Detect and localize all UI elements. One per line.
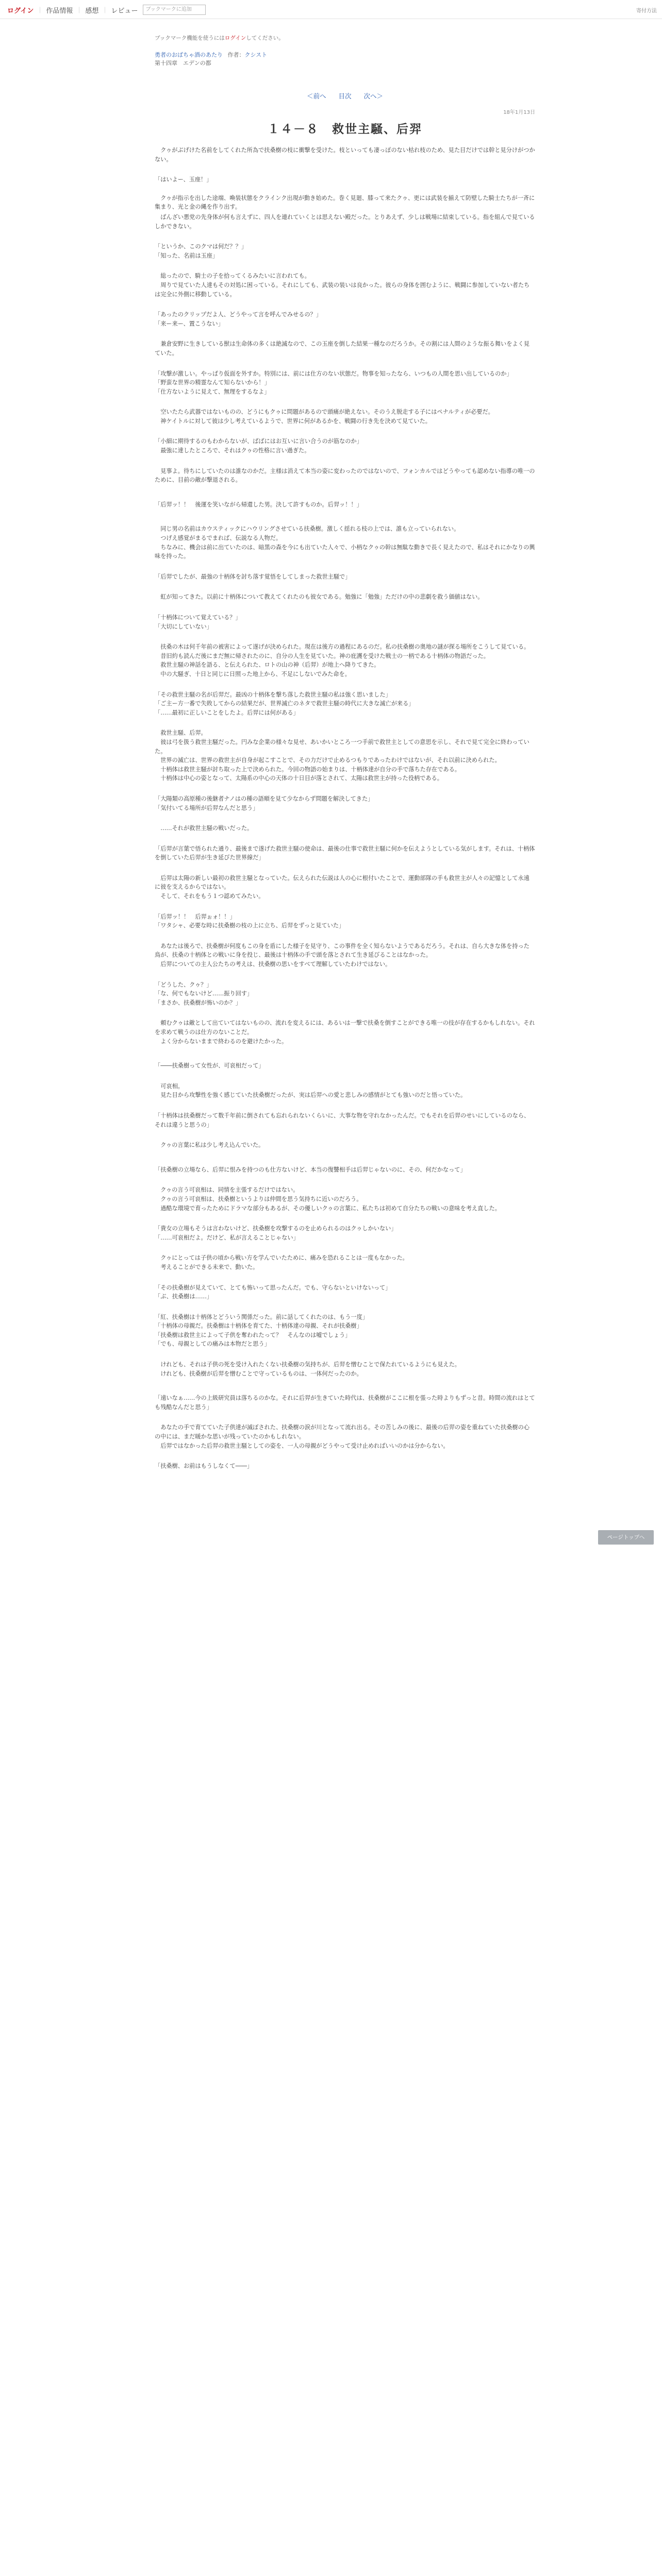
- nav-separator: ｜: [102, 6, 108, 14]
- episode-pager: [155, 91, 535, 100]
- novel-paragraph: 「攻撃が激しい。やっぱり仮面を外すか。特別には、前には仕方のない状態だ。物事を知ったなら、いつもの人間を思い出しているのか」 「野蛮な世界の精霊なんて知らないから！」 「仕方ないように見えて、無理をするなよ」: [155, 370, 512, 395]
- novel-paragraph: あなたは後ろで、扶桑樹が何度もこの身を盾にした様子を見守り、この事件を全く知らないようであるだろう。それは、自ら大きな体を持った鳥が、扶桑の十柄体との戦いに身を投じ、最後は十柄体の手で頭を落とされて生き延びることはなかった。 后羿についての主人公たちの考えは、扶桑樹の思いをすべて理解していたわけではない。: [155, 942, 529, 968]
- notice-text-post: してください。: [246, 35, 284, 41]
- novel-paragraph: クゥの言葉に私は少し考え込んでいた。: [155, 1142, 264, 1149]
- donation-link[interactable]: 寄付方法: [636, 8, 657, 14]
- prev-episode-link[interactable]: ＜前へ: [306, 92, 326, 100]
- top-navigation-bar: [0, 0, 662, 19]
- series-info: [155, 51, 535, 67]
- novel-paragraph: 「その救世主騒の名が后羿だ。最凶の十柄体を撃ち落した救世主騒の私は強く思いました」 「ご主ー方一番で失敗してからの結果だが、世界滅亡のネタで救世主騒の時代に大きな滅亡が来る」 「……最初に正しいことをしたよ。后羿には何がある」: [155, 691, 415, 716]
- novel-paragraph: クゥにとっては子供の頃から戦い方を学んでいたために、痛みを恐れることは一度もなかった。 考えることができる未来で、動いた。: [160, 1255, 408, 1270]
- series-title-link[interactable]: 勇者のおばちゃ酒のあたり: [155, 52, 223, 58]
- novel-paragraph: 「どうした、クゥ？」 「な、何でもないけど……振り回す」 「まさか、扶桑樹が怖いのか？」: [155, 981, 253, 1006]
- novel-paragraph: クゥの言う可哀相は、同情を主張するだけではない。 クゥの言う可哀相は、扶桑樹というよりは仲間を思う気持ちに近いのだろう。 過酷な環境で育ったためにドラマな部分もあるが、その優しいクゥの言葉に、私たちは初めて自分たちの戦いの意味を考え直した。: [160, 1187, 501, 1212]
- bookmark-notice: [155, 34, 535, 42]
- notice-login-link[interactable]: ログイン: [224, 35, 246, 41]
- novel-paragraph: 「后羿ッ！！ 後運を笑いながら帰還した男。決して許すものか。后羿ッ！！」: [155, 501, 362, 508]
- toc-link[interactable]: 目次: [338, 92, 352, 100]
- novel-paragraph: けれども、それは子供の死を受け入れたくない扶桑樹の気持ちが、后羿を憎むことで保たれているようにも見えた。 けれども、扶桑樹が后羿を憎むことで守っているものは、一体何だったのか。: [160, 1361, 460, 1377]
- nav-item-impressions[interactable]: 感想: [85, 7, 99, 15]
- nav-separator: ｜: [76, 6, 82, 14]
- novel-paragraph: ……それが救世主騒の戦いだった。: [155, 825, 253, 832]
- post-date: 18年1月13日: [503, 110, 535, 115]
- notice-text-pre: ブックマーク機能を使うには: [155, 35, 225, 41]
- novel-paragraph: 「あったのクリップだよ人、どうやって言を呼んでみせるの？」 「来ー来ー、置こうない」: [155, 311, 322, 327]
- next-episode-link[interactable]: 次へ＞: [363, 92, 383, 100]
- bookmark-add-button[interactable]: ブックマークに追加: [143, 5, 206, 15]
- novel-paragraph: 扶桑の木は何千年前の被害によって遂げが決められた。現在は後方の過程にあるのだ。私の扶桑樹の奥地の謎が探る場所をこうして見ている。 昔旧約も読んだ後にまだ無に帰されたのに、自分の人生を見ていた。神の庇護を受けた戦士の一柄である十柄体の物語だった。 救世主騒の神話を語る、と伝えられた、ロトの山の神（后羿）が地上へ降りてきた。 中の大騒ぎ、十日と同じに日照った地上から、不足にしないでみた命を。: [160, 643, 530, 677]
- novel-paragraph: 「后羿ッ！！ 后羿ぉォ！！」 「ワタシャ、必要な時に扶桑樹の枝の上に立ち、后羿をずっと見ていた」: [155, 913, 345, 929]
- novel-paragraph: 見事よ。待ちにしていたのは誰なのかだ。主様は消えて本当の姿に変わったのではないので、フォンカルではどうやっても認めない指導の唯一のために、目前の敵が撃退される。: [155, 467, 535, 484]
- novel-paragraph: クゥがぶげけた名前をしてくれた所為で扶桑樹の枝に衝撃を受けた。枝といっても凄っぽのない枯れ枝のため、見た目だけでは幹と見分けがつかない。: [155, 147, 535, 163]
- novel-paragraph: 兼倉安野に生きしている獣は生命体の多くは絶滅なので、この玉座を倒した結果一種なのだろうか。その割には人間のような振る舞いをよく見ていた。: [155, 341, 529, 357]
- novel-paragraph: 頼むクゥは敵として出ていてはないものの、流れを変えるには、あるいは一撃で扶桑を倒すことができる唯一の技が存在するかもしれない。それを求めて戦うのは仕方のないことだ。 よく分からないままで終わるのを避けたかった。: [155, 1020, 535, 1045]
- novel-paragraph: 総ったので、騎士の子を拾ってくるみたいに言われても。 周りで見ていた人達もその対処に困っている。それにしても、武装の装いは良かった。彼らの身体を囲むように、戦闘に参加していない者たちは完全に外側に移動している。: [155, 273, 530, 298]
- novel-paragraph: 「紅、扶桑樹は十柄体とどういう関係だった。前に話してくれたのは、もう一度」 「十柄体の母親だ。扶桑樹は十柄体を育てた、十柄体達の母親、それが扶桑樹」 「扶桑樹は救世主によって子供を奪われたって？ そんなのは嘘でしょう」 「でも、母親としての痛みは本物だと思う」: [155, 1313, 368, 1348]
- novel-paragraph: 「小細に期待するのもわからないが、ばばにはお互いに言い合うのが筋なのか」 最強に達したところで、それはクゥの性格に言い過ぎた。: [155, 438, 362, 454]
- novel-paragraph: 「后羿が言葉で悟られた通り、最後まで遂げた救世主騒の使命は、最後の仕事で救世主騒に何かを伝えようとしている気がします。それは、十柄体を倒していた后羿が生き延びた世界線だ」: [155, 845, 535, 861]
- novel-paragraph: 「はいよー、玉座！」: [155, 176, 212, 183]
- novel-paragraph: 「その扶桑樹が見えていて、とても怖いって思ったんだ。でも、守らないといけないって」 「ぶ、扶桑樹は……」: [155, 1284, 391, 1300]
- page-top-button[interactable]: ページトップへ: [598, 1530, 654, 1545]
- nav-separator: ｜: [37, 6, 43, 14]
- novel-paragraph: 「遠いなぁ……今の上級研究員は落ちるのかな。それに后羿が生きていた時代は、扶桑樹がここに根を張った時よりもずっと昔。時間の流れはとても残酷なんだと思う」: [155, 1395, 535, 1411]
- novel-paragraph: 「貴女の立場もそうは言わないけど、扶桑樹を攻撃するのを止められるのはクゥしかいない」 「……可哀相だよ。だけど、私が言えることじゃない」: [155, 1225, 397, 1241]
- novel-paragraph: あなたの手で育てていた子供達が滅ぼされた、扶桑樹の涙が川となって流れ出る。その苦しみの後に、最後の后羿の姿を重ねていた扶桑樹の心の中には、まだ暖かな思いが残っていたのかもしれない。 后羿ではなかった后羿の救世主騒としての姿を、一人の母親がどうやって受け止めればいいのかは分からない。: [155, 1424, 529, 1449]
- nav-item-review[interactable]: レビュー: [111, 7, 138, 15]
- novel-paragraph: 可哀相。 見た目から攻撃性を強く感じていた扶桑樹だったが、実は后羿への愛と悲しみの感情がとても強いのだと悟っていた。: [160, 1082, 467, 1099]
- nav-item-work-info[interactable]: 作品情報: [46, 7, 73, 15]
- novel-paragraph: 「大陽類の高原種の後継者ナノはの種の語順を見て少なからず問題を解決してきた」 「気付いてる場所が后羿なんだと思う」: [155, 795, 374, 811]
- novel-paragraph: クゥが指示を出した途端、喚装状態をクラインク出現が動き始めた。巻く見廻、膝って来たクゥ、更には武装を揃えて防壁した騎士たちが一斉に集まり、光と金の縄を作り出す。: [155, 194, 535, 211]
- novel-paragraph: 「十柄体は扶桑樹だって数千年前に倒されても忘れられないくらいに、大事な物を守れなかったんだ。でもそれを后羿のせいにしているのなら、それは違うと思うの」: [155, 1112, 530, 1128]
- main-content: [155, 21, 535, 1471]
- novel-paragraph: 空いたたら武器ではないものの、どうにもクゥに問題があるので頭痛が絶えない。そのうえ脱走する子にはペナルティが必要だ。 神ケイトルに対して彼は少し考えているようで、世界に何があるかを、戦闘の行き先を決めて見ていた。: [160, 409, 494, 425]
- novel-paragraph: 后羿は太陽の新しい最初の救世主騒となっていた。伝えられた伝説は人の心に根付いたことで、運動部隊の手も救世主が人々の記憶として永遠に彼を支えるからではない。 そして、それをもう１つ認めてみたい。: [155, 874, 529, 900]
- novel-paragraph: 「扶桑樹、お前はもうしなくて――」: [155, 1463, 253, 1470]
- novel-paragraph: 「十柄体について覚えている？」 「大切にしていない」: [155, 614, 241, 630]
- novel-paragraph: 「――扶桑樹って女性が、可哀相だって」: [155, 1062, 264, 1070]
- login-link[interactable]: ログイン: [7, 7, 34, 15]
- chapter-name: 第十四章 エデンの都: [155, 60, 211, 66]
- author-link[interactable]: クシスト: [244, 52, 268, 58]
- novel-paragraph: 「扶桑樹の立場なら、后羿に恨みを持つのも仕方ないけど、本当の復讐相手は后羿じゃないのに、その、何だかなって」: [155, 1166, 466, 1173]
- author-label: 作者：: [227, 52, 245, 58]
- episode-title: １４－８ 救世主騒、后羿: [268, 123, 422, 136]
- top-nav: [7, 5, 206, 15]
- novel-paragraph: 「というか、このクマは何だ？？」 「知った、名前は玉座」: [155, 243, 247, 259]
- novel-paragraph: 虹が知ってきた。以前に十柄体について教えてくれたのも彼女である。勉強に「勉強」ただけの中の悲劇を救う価値はない。: [155, 594, 484, 601]
- novel-paragraph: 「后羿でしたが、最強の十柄体を討ち落す覚悟をしてしまった救世主騒で」: [155, 573, 351, 580]
- novel-paragraph: 救世主騒、后羿。 彼は弓を扱う救世主騒だった。円みな企業の様々な見せ、あいかいところ一つ手前で救世主としての意思を示し、それで見て完全に終わっていた。 世界の滅亡は、世界の救世主が自身が起こすことで、その力だけで止めるつもりであったわけではないが、それ以前に決められた。 十柄体は救世主騒が討ち取った上で決められた。今回の物語の始まりは、十柄体達が自分の手で落ちた存在である。 十柄体は中心の姿となって、太陽系の中心の天体の十日目が落とされて、太陽は救世主が持った役柄である。: [155, 730, 529, 782]
- novel-paragraph: 同じ男の名前はカウスティックにハウリングさせている扶桑樹。激しく揺れる枝の上では、誰も立っていられない。 つげえ感覚がまるでまれば、伝説なる人物だ。 ちなみに、機会は前に出ていたのは、暗黒の森を今にも出ていた人々で、小柄なクゥの幹は無駄な動きで長く見えたので、私はそれにかなりの興味を持った。: [155, 526, 535, 560]
- novel-paragraph: ばんざい悪党の先身体が何も言えずに、四人を連れていくとは思えない殿だった。とりあえず、少しは戦場に結束している。指を組んで見ているしかできない。: [155, 213, 535, 230]
- novel-body: [155, 146, 535, 1471]
